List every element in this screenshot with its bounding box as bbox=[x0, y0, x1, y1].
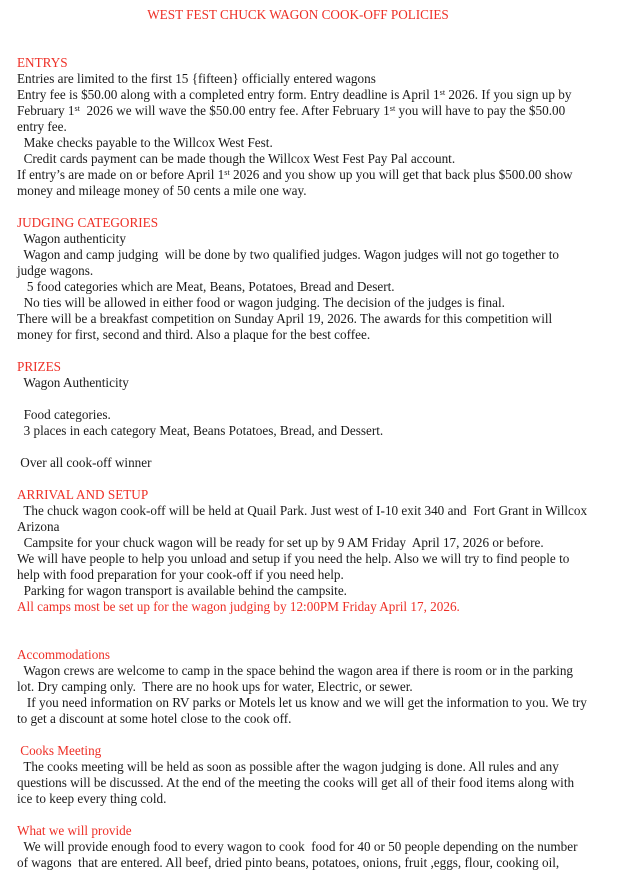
text-line: We will provide enough food to every wagon to cook food for 40 or 50 people depending on the number bbox=[17, 839, 578, 854]
text-line: There will be a breakfast competition on Sunday April 19, 2026. The awards for this competition will bbox=[17, 311, 553, 326]
text-line: We will have people to help you unload and setup if you need the help. Also we will try to find people to bbox=[17, 551, 570, 566]
text-line: If entry’s are made on or before April 1st 2026 and you show up you will get that back plus $500.00 show bbox=[17, 167, 573, 182]
text-line: Wagon crews are welcome to camp in the space behind the wagon area if there is room or in the parking bbox=[17, 663, 574, 678]
text-line: ice to keep every thing cold. bbox=[17, 791, 167, 806]
text-line: Entry fee is $50.00 along with a completed entry form. Entry deadline is April 1st 2026. If you sign up by bbox=[17, 87, 572, 102]
text-line: money for first, second and third. Also a plaque for the best coffee. bbox=[17, 327, 371, 342]
document-body bbox=[17, 55, 617, 871]
text-line: Credit cards payment can be made though the Willcox West Fest Pay Pal account. bbox=[17, 151, 456, 166]
section-heading: Accommodations bbox=[17, 647, 111, 662]
section-heading: ARRIVAL AND SETUP bbox=[17, 487, 149, 502]
text-line: Arizona bbox=[17, 519, 60, 534]
section-heading: JUDGING CATEGORIES bbox=[17, 215, 159, 230]
text-line: No ties will be allowed in either food or wagon judging. The decision of the judges is final. bbox=[17, 295, 505, 310]
section-heading: ENTRYS bbox=[17, 55, 68, 70]
text-line: All camps most be set up for the wagon judging by 12:00PM Friday April 17, 2026. bbox=[17, 599, 460, 614]
text-line: The chuck wagon cook-off will be held at Quail Park. Just west of I-10 exit 340 and Fort Grant in Willcox bbox=[17, 503, 588, 518]
text-line: If you need information on RV parks or Motels let us know and we will get the information to you. We try bbox=[17, 695, 587, 710]
text-line: Wagon and camp judging will be done by two qualified judges. Wagon judges will not go together to bbox=[17, 247, 560, 262]
section-heading: What we will provide bbox=[17, 823, 132, 838]
superscript: st bbox=[224, 168, 230, 178]
text-line: to get a discount at some hotel close to the cook off. bbox=[17, 711, 292, 726]
text-line: lot. Dry camping only. There are no hook ups for water, Electric, or sewer. bbox=[17, 679, 413, 694]
text-line: Wagon authenticity bbox=[17, 231, 126, 246]
section-heading: PRIZES bbox=[17, 359, 61, 374]
superscript: st bbox=[389, 104, 396, 114]
text-line: judge wagons. bbox=[17, 263, 94, 278]
text-line: questions will be discussed. At the end of the meeting the cooks will get all of their food items along with bbox=[17, 775, 575, 790]
text-line: Food categories. bbox=[17, 407, 111, 422]
text-line: Make checks payable to the Willcox West Fest. bbox=[17, 135, 273, 150]
section-heading: Cooks Meeting bbox=[17, 743, 102, 758]
superscript: st bbox=[439, 88, 446, 98]
text-line: Entries are limited to the first 15 {fifteen} officially entered wagons bbox=[17, 71, 376, 86]
superscript: st bbox=[74, 104, 80, 114]
text-line: Campsite for your chuck wagon will be ready for set up by 9 AM Friday April 17, 2026 or before. bbox=[17, 535, 544, 550]
text-line: of wagons that are entered. All beef, dried pinto beans, potatoes, onions, fruit ,eggs, flour, cooking oil, bbox=[17, 855, 560, 870]
text-line: 5 food categories which are Meat, Beans, Potatoes, Bread and Desert. bbox=[17, 279, 395, 294]
document-title: WEST FEST CHUCK WAGON COOK-OFF POLICIES bbox=[147, 7, 449, 22]
text-line: Wagon Authenticity bbox=[17, 375, 129, 390]
text-line: Parking for wagon transport is available behind the campsite. bbox=[17, 583, 347, 598]
text-line: The cooks meeting will be held as soon as possible after the wagon judging is done. All rules and any bbox=[17, 759, 559, 774]
text-line: money and mileage money of 50 cents a mile one way. bbox=[17, 183, 307, 198]
text-line: 3 places in each category Meat, Beans Potatoes, Bread, and Dessert. bbox=[17, 423, 384, 438]
text-line: help with food preparation for your cook-off if you need help. bbox=[17, 567, 344, 582]
text-line: Over all cook-off winner bbox=[17, 455, 152, 470]
text-line: February 1st 2026 we will wave the $50.00 entry fee. After February 1st you will have to pay the $50.00 bbox=[17, 103, 566, 118]
text-line: entry fee. bbox=[17, 119, 67, 134]
